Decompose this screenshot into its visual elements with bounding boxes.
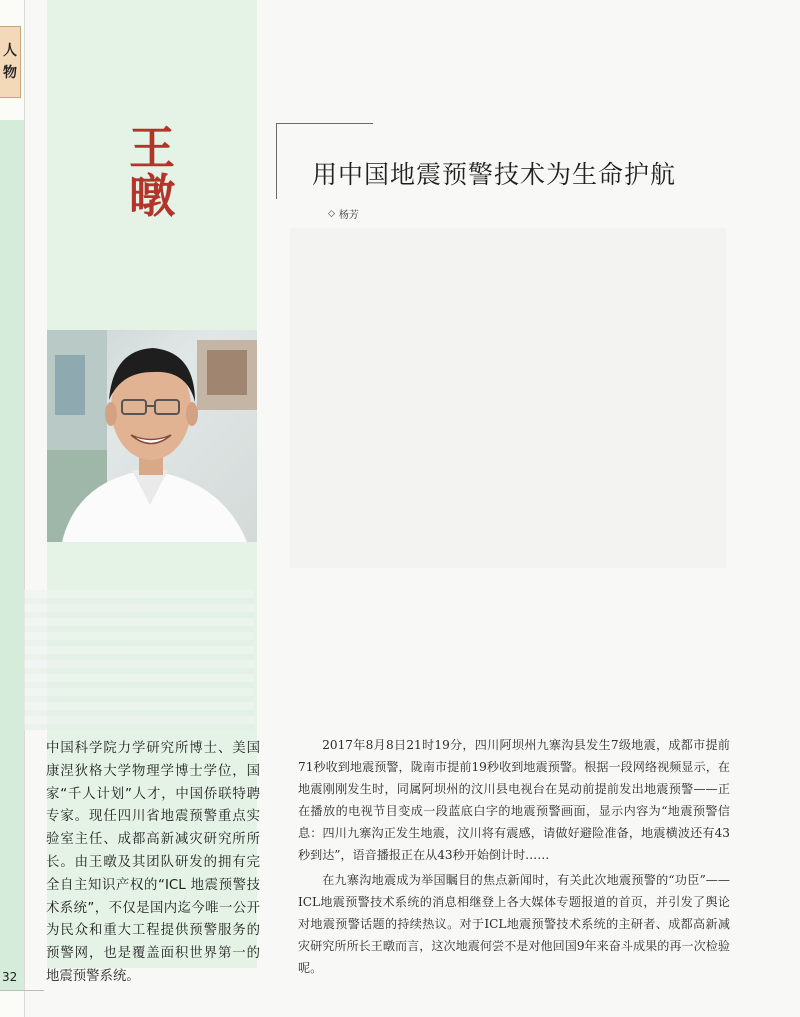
- portrait-illustration: [47, 330, 257, 542]
- section-tab-char-2: 物: [3, 65, 17, 81]
- blank-image-area: [290, 228, 726, 568]
- article-title: 用中国地震预警技术为生命护航: [312, 160, 677, 189]
- profile-name-char-2: 暾: [129, 169, 175, 223]
- profile-name: [120, 121, 184, 223]
- article-byline: [328, 206, 359, 221]
- profile-name-char-1: 王: [129, 121, 175, 175]
- portrait-photo: [47, 330, 257, 542]
- section-tab: [0, 26, 21, 98]
- bleed-through-texture: [24, 590, 254, 730]
- page-number: 32: [2, 970, 18, 984]
- footer-rule: [0, 990, 44, 991]
- author-name: 杨芳: [338, 210, 359, 221]
- section-tab-char-1: 人: [3, 43, 17, 59]
- diamond-icon: ◇: [328, 208, 335, 219]
- body-paragraph-1: 2017年8月8日21时19分，四川阿坝州九寨沟县发生7级地震，成都市提前71秒收到地震预警，陇南市提前19秒收到地震预警。根据一段网络视频显示，在地震刚刚发生时，同属阿坝州的汶川县电视台在晃动前提前发出地震预警——正在播放的电视节目变成一段蓝底白字的地震预警画面，显示内容为“地震预警信息：四川九寨沟正发生地震，汶川将有震感，请做好避险准备，地震横波还有43秒到达”，语音播报正在从43秒开始倒计时……: [298, 738, 730, 862]
- body-paragraph-2: 在九寨沟地震成为举国瞩目的焦点新闻时，有关此次地震预警的“功臣”——ICL地震预警技术系统的消息相继登上各大媒体专题报道的首页，并引发了舆论对地震预警话题的持续热议。对于ICL地震预警技术系统的主研者、成都高新减灾研究所所长王暾而言，这次地震何尝不是对他回国9年来奋斗成果的再一次检验呢。: [298, 873, 730, 975]
- article-body: [298, 734, 730, 982]
- page-edge-tint: [0, 120, 24, 990]
- profile-bio: 中国科学院力学研究所博士、美国康涅狄格大学物理学博士学位，国家“千人计划”人才，中国侨联特聘专家。现任四川省地震预警重点实验室主任、成都高新减灾研究所所长。由王暾及其团队研发的拥有完全自主知识产权的“ICL 地震预警技术系统”，不仅是国内迄今唯一公开为民众和重大工程提供预警服务的预警网，也是覆盖面积世界第一的地震预警系统。: [46, 741, 260, 984]
